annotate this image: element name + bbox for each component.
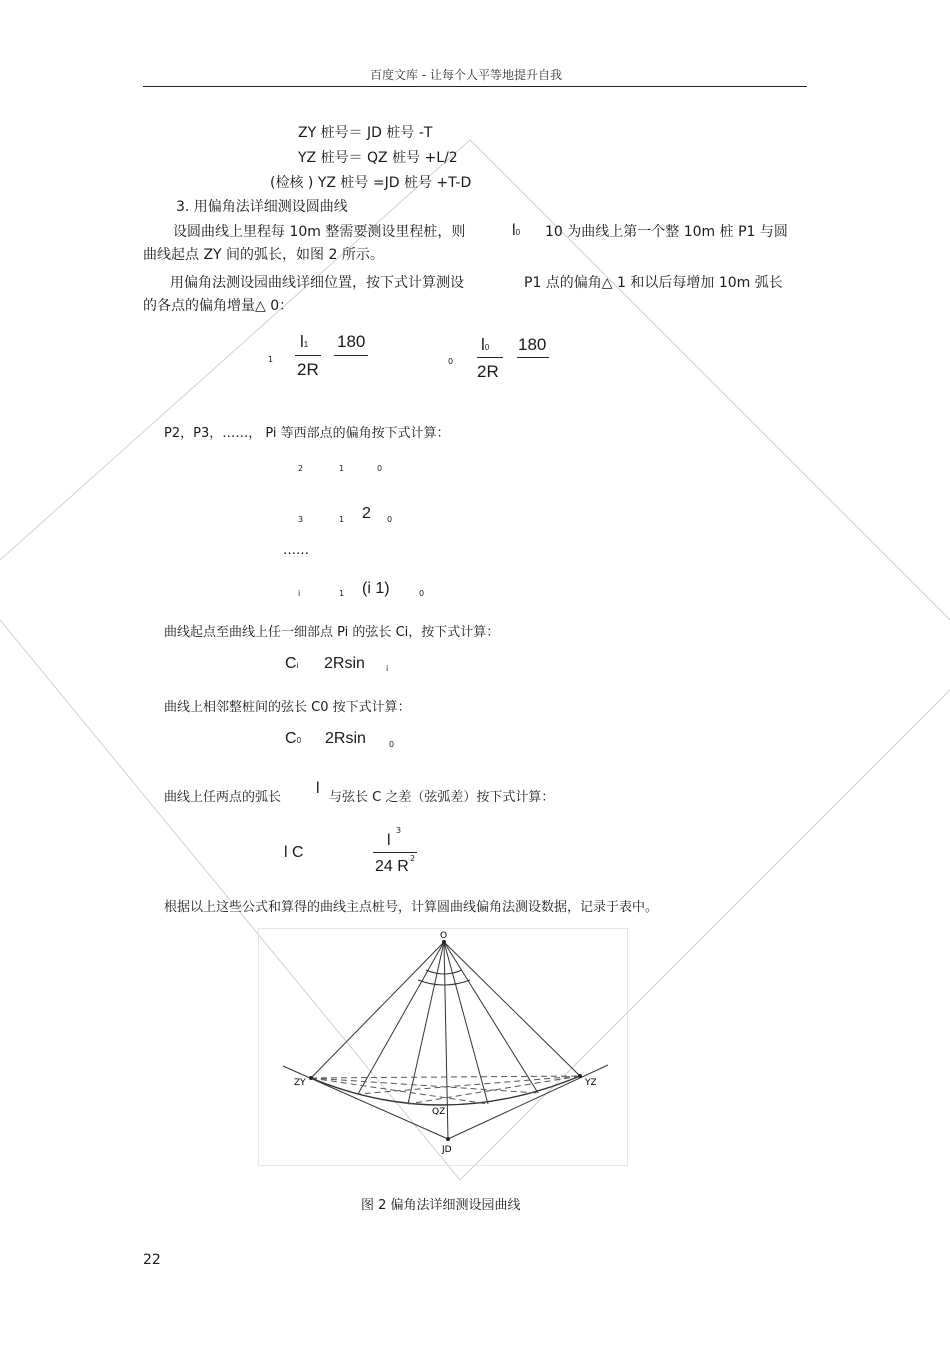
- c0-rhs: 2Rsin: [325, 730, 366, 747]
- section-heading: 3. 用偏角法详细测设圆曲线: [176, 199, 348, 215]
- label-o: O: [440, 931, 448, 941]
- difference-l-symbol: l: [316, 780, 320, 797]
- r1-term-b: 1: [339, 464, 345, 473]
- r3-term-c: (i 1): [362, 580, 390, 597]
- chord-intro: 曲线起点至曲线上任一细部点 Pi 的弦长 Ci，按下式计算：: [164, 625, 500, 640]
- formula1-180: 180: [337, 332, 366, 351]
- formula1-180-bar: [334, 355, 368, 356]
- adjacent-chord-intro: 曲线上相邻整桩间的弦长 C0 按下式计算：: [164, 700, 411, 715]
- yz-formula-line: YZ 桩号＝ QZ 桩号 +L/2: [298, 150, 458, 166]
- r1-term-a: 2: [298, 464, 304, 473]
- formula1-lhs: 1: [268, 355, 274, 364]
- paragraph-1a: 设圆曲线上里程每 10m 整需要测设里程桩，则: [173, 224, 466, 240]
- formula1-denominator: 2R: [297, 360, 319, 379]
- r2-term-c: 2: [362, 505, 371, 522]
- label-zy: ZY: [294, 1078, 306, 1088]
- formula2-180: 180: [518, 335, 547, 354]
- check-formula-line: (检核 ) YZ 桩号 =JD 桩号 +T-D: [270, 175, 472, 191]
- header-rule: [143, 86, 807, 87]
- c0-rhs-sub: 0: [389, 740, 395, 749]
- r1-term-c: 0: [377, 464, 383, 473]
- pi-intro-line: P2，P3，……， Pi 等西部点的偏角按下式计算：: [164, 426, 450, 441]
- c0-lhs: C0: [285, 730, 302, 747]
- summary-paragraph: 根据以上这些公式和算得的曲线主点桩号，计算圆曲线偏角法测设数据，记录于表中。: [164, 900, 659, 915]
- paragraph-2b: 的各点的偏角增量△ 0：: [143, 298, 294, 314]
- paragraph-2a-cont: P1 点的偏角△ 1 和以后每增加 10m 弧长: [524, 275, 783, 291]
- lc-denominator-sup: 2: [410, 854, 416, 863]
- page-number: 22: [143, 1252, 161, 1268]
- formula2-denominator: 2R: [477, 362, 499, 381]
- r3-term-a: i: [298, 589, 301, 598]
- ci-rhs-sub: i: [386, 664, 389, 673]
- label-yz: YZ: [585, 1078, 597, 1088]
- ellipsis-line: ……: [283, 543, 309, 558]
- lc-fraction-bar: [373, 852, 417, 853]
- r2-term-b: 1: [339, 515, 345, 524]
- zy-formula-line: ZY 桩号＝ JD 桩号 -T: [298, 125, 433, 141]
- label-qz: QZ: [432, 1107, 446, 1117]
- formula2-numerator: l0: [481, 335, 490, 354]
- lc-denominator: 24 R: [375, 858, 409, 875]
- formula1-fraction-bar: [295, 355, 321, 356]
- r3-term-d: 0: [419, 589, 425, 598]
- formula1-numerator: l1: [300, 332, 309, 351]
- formula2-lhs: 0: [448, 357, 454, 366]
- deflection-angle-figure: [258, 928, 628, 1166]
- paragraph-1a-cont: 10 为曲线上第一个整 10m 桩 P1 与圆: [545, 224, 788, 240]
- figure-caption: 图 2 偏角法详细测设园曲线: [361, 1198, 521, 1213]
- label-jd: JD: [442, 1145, 452, 1155]
- ci-rhs: 2Rsin: [324, 655, 365, 672]
- r3-term-b: 1: [339, 589, 345, 598]
- r2-term-d: 0: [387, 515, 393, 524]
- para-l0-symbol: l0: [512, 222, 521, 239]
- ci-lhs: Ci: [285, 655, 299, 672]
- formula2-fraction-bar: [477, 357, 503, 358]
- difference-intro: 曲线上任两点的弧长: [164, 790, 282, 805]
- paragraph-2a: 用偏角法测设园曲线详细位置，按下式计算测设: [170, 275, 464, 291]
- lc-numerator-sup: 3: [396, 826, 402, 835]
- lc-lhs: l C: [284, 844, 304, 861]
- page-header: 百度文库 - 让每个人平等地提升自我: [370, 68, 562, 82]
- difference-intro-cont: 与弦长 C 之差（弦弧差）按下式计算：: [329, 790, 555, 805]
- r2-term-a: 3: [298, 515, 304, 524]
- formula2-180-bar: [517, 357, 549, 358]
- lc-numerator: l: [387, 832, 391, 849]
- paragraph-1b: 曲线起点 ZY 间的弧长，如图 2 所示。: [143, 247, 384, 263]
